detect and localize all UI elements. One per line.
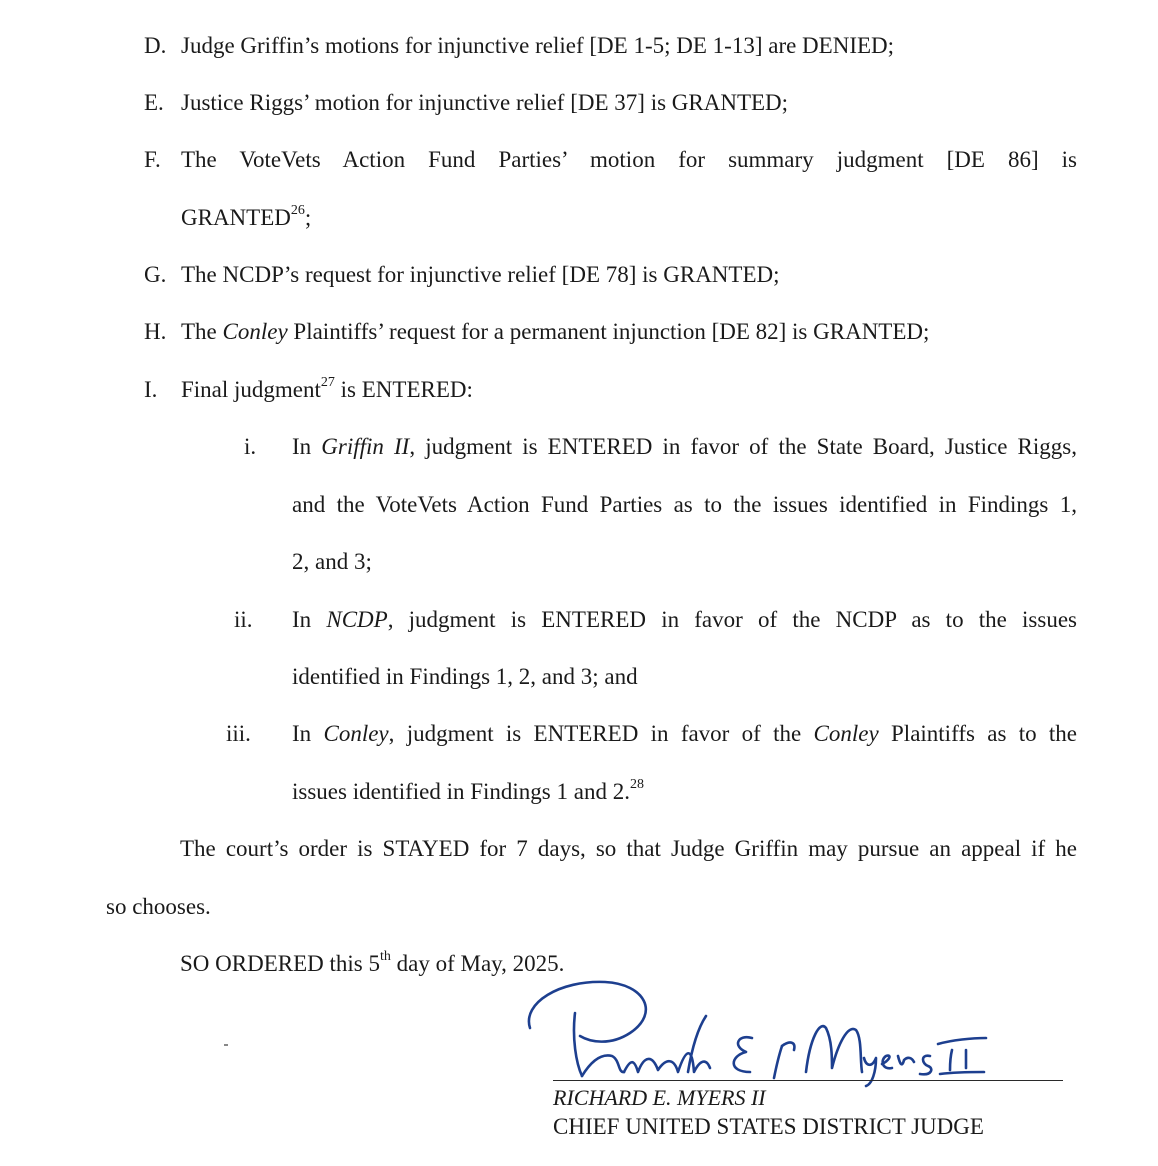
subitem-ii-line2: identified in Findings 1, 2, and 3; and <box>292 664 638 689</box>
so-ordered-line <box>180 949 564 979</box>
subitem-ii-italic: NCDP <box>326 607 388 632</box>
footnote-26: 26 <box>290 203 305 219</box>
item-f-text-line1: The VoteVets Action Fund Parties’ motion for summary judgment [DE 86] is <box>181 147 1077 172</box>
scan-speck <box>224 1044 228 1046</box>
subitem-iii-pre: In <box>292 721 324 746</box>
judge-name: RICHARD E. MYERS II <box>553 1085 766 1110</box>
item-e-text: Justice Riggs’ motion for injunctive relief [DE 37] is GRANTED; <box>181 90 789 115</box>
subitem-iii-mid: , judgment is ENTERED in favor of the <box>388 721 814 746</box>
item-h-pre: The <box>181 319 223 344</box>
footnote-27: 27 <box>320 375 335 391</box>
item-h-italic-conley: Conley <box>222 319 288 344</box>
subitem-iii-post: Plaintiffs as to the <box>878 721 1078 746</box>
subitem-marker-iii: iii. <box>226 721 251 746</box>
subitem-ii-line1 <box>292 605 1077 635</box>
subitem-i-italic: Griffin II <box>321 434 410 459</box>
so-ordered-pre: SO ORDERED this 5 <box>180 951 380 976</box>
item-marker-e: E. <box>144 90 164 115</box>
judge-title: CHIEF UNITED STATES DISTRICT JUDGE <box>553 1114 984 1139</box>
subitem-iii-line2-text: issues identified in Findings 1 and 2. <box>292 779 630 804</box>
signature-line <box>553 1080 1063 1081</box>
footnote-28: 28 <box>629 777 644 793</box>
item-h-text <box>181 317 929 347</box>
item-marker-f: F. <box>144 147 161 172</box>
stay-paragraph-line2: so chooses. <box>106 894 211 919</box>
subitem-i-line3: 2, and 3; <box>292 549 372 574</box>
item-f-semicolon: ; <box>304 205 312 230</box>
subitem-i-line1 <box>292 432 1077 462</box>
item-d-text: Judge Griffin’s motions for injunctive relief [DE 1-5; DE 1-13] are DENIED; <box>181 33 895 58</box>
stay-paragraph-line1: The court’s order is STAYED for 7 days, so that Judge Griffin may pursue an appeal if he <box>180 836 1077 861</box>
subitem-iii-italic2: Conley <box>813 721 879 746</box>
item-h-post: Plaintiffs’ request for a permanent injunction [DE 82] is GRANTED; <box>287 319 930 344</box>
item-marker-h: H. <box>144 319 167 344</box>
subitem-ii-pre: In <box>292 607 327 632</box>
subitem-iii-line1 <box>292 719 1077 749</box>
handwritten-signature <box>520 968 1000 1088</box>
so-ordered-post: day of May, 2025. <box>390 951 565 976</box>
subitem-i-line2: and the VoteVets Action Fund Parties as to the issues identified in Findings 1, <box>292 492 1077 517</box>
item-marker-g: G. <box>144 262 167 287</box>
subitem-marker-i: i. <box>244 434 257 459</box>
item-g-text: The NCDP’s request for injunctive relief [DE 78] is GRANTED; <box>181 262 780 287</box>
so-ordered-sup: th <box>380 949 391 965</box>
item-i-text <box>181 375 473 405</box>
item-f-granted: GRANTED <box>181 205 291 230</box>
item-marker-i: I. <box>144 377 158 402</box>
subitem-iii-italic: Conley <box>323 721 389 746</box>
subitem-ii-post: , judgment is ENTERED in favor of the NCDP as to the issues <box>387 607 1077 632</box>
item-f-text-line2 <box>181 203 311 233</box>
item-i-post: is ENTERED: <box>334 377 473 402</box>
subitem-i-post: , judgment is ENTERED in favor of the State Board, Justice Riggs, <box>409 434 1077 459</box>
item-i-pre: Final judgment <box>181 377 321 402</box>
subitem-iii-line2 <box>292 777 644 807</box>
subitem-marker-ii: ii. <box>234 607 253 632</box>
subitem-i-pre: In <box>292 434 322 459</box>
item-marker-d: D. <box>144 33 167 58</box>
